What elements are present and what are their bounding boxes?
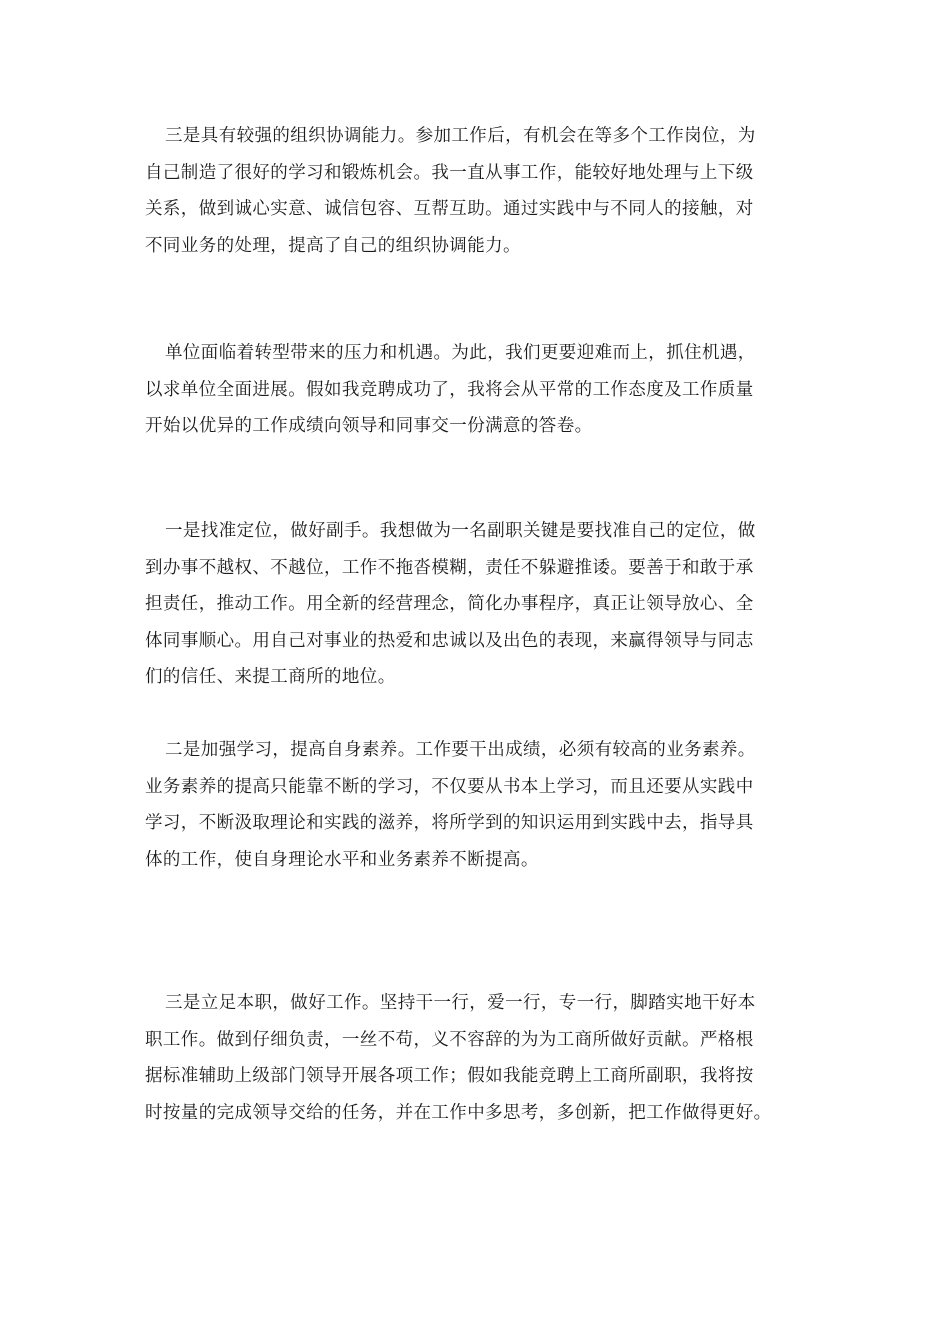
paragraph-line: 到办事不越权、不越位，工作不拖沓模糊，责任不躲避推诿。要善于和敢于承	[145, 557, 754, 578]
paragraph-line: 职工作。做到仔细负责，一丝不苟，义不容辞的为为工商所做好贡献。严格根	[145, 1029, 754, 1050]
paragraph-2	[145, 335, 810, 445]
paragraph-line: 二是加强学习，提高自身素养。工作要干出成绩，必须有较高的业务素养。	[165, 740, 756, 760]
paragraph-line: 不同业务的处理，提高了自己的组织协调能力。	[145, 235, 521, 256]
paragraph-line: 单位面临着转型带来的压力和机遇。为此，我们更要迎难而上，抓住机遇，	[165, 343, 756, 363]
paragraph-line: 以求单位全面进展。假如我竞聘成功了，我将会从平常的工作态度及工作质量	[145, 379, 754, 400]
paragraph-line: 学习，不断汲取理论和实践的滋养，将所学到的知识运用到实践中去，指导具	[145, 813, 754, 833]
paragraph-line: 体的工作，使自身理论水平和业务素养不断提高。	[145, 849, 539, 870]
paragraph-4	[145, 732, 810, 878]
paragraph-line: 一是找准定位，做好副手。我想做为一名副职关键是要找准自己的定位，做	[165, 521, 756, 541]
paragraph-line: 据标准辅助上级部门领导开展各项工作；假如我能竞聘上工商所副职，我将按	[145, 1066, 754, 1086]
paragraph-3	[145, 513, 810, 696]
paragraph-line: 自己制造了很好的学习和锻炼机会。我一直从事工作，能较好地处理与上下级	[145, 162, 754, 183]
paragraph-line: 时按量的完成领导交给的任务，并在工作中多思考，多创新，把工作做得更好。	[145, 1102, 772, 1123]
paragraph-line: 三是立足本职，做好工作。坚持干一行，爱一行，专一行，脚踏实地干好本	[165, 993, 756, 1013]
paragraph-line: 体同事顺心。用自己对事业的热爱和忠诚以及出色的表现，来赢得领导与同志	[145, 630, 754, 651]
paragraph-line: 担责任，推动工作。用全新的经营理念，简化办事程序，真正让领导放心、全	[145, 594, 754, 614]
paragraph-line: 关系，做到诚心实意、诚信包容、互帮互助。通过实践中与不同人的接触，对	[145, 199, 754, 219]
paragraph-5	[145, 985, 810, 1131]
paragraph-1	[145, 118, 810, 264]
paragraph-line: 开始以优异的工作成绩向领导和同事交一份满意的答卷。	[145, 416, 593, 436]
paragraph-line: 业务素养的提高只能靠不断的学习，不仅要从书本上学习，而且还要从实践中	[145, 776, 754, 797]
paragraph-line: 们的信任、来提工商所的地位。	[145, 667, 396, 687]
paragraph-line: 三是具有较强的组织协调能力。参加工作后，有机会在等多个工作岗位，为	[165, 126, 756, 146]
